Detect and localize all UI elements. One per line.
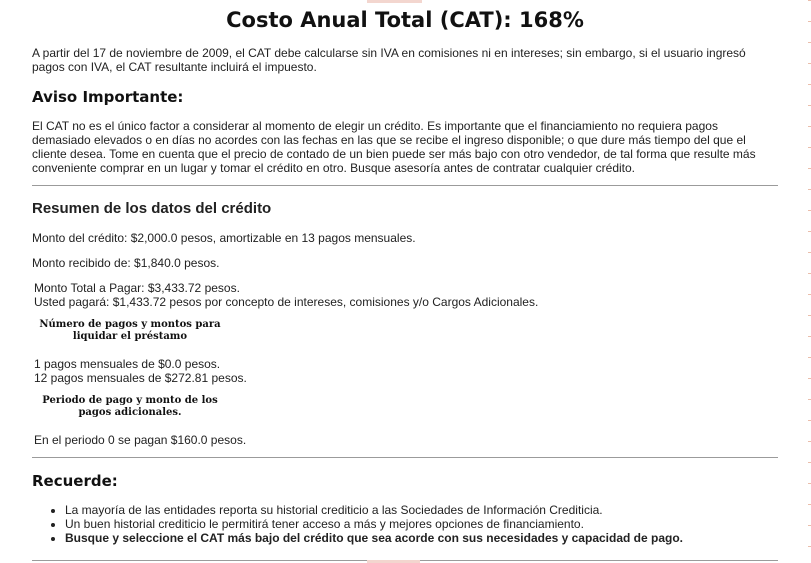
total-payment-block [32,281,778,309]
remember-item-important: • Busque y seleccione el CAT más bajo del crédito que sea acorde con sus necesidades y capacidad de pago. [65,531,778,545]
remember-item: • La mayoría de las entidades reporta su historial crediticio a las Sociedades de Información Crediticia. [65,503,778,517]
document-content [32,7,778,545]
remember-heading: Recuerde: [32,472,118,490]
credit-amount-text: Monto del crédito: $2,000.0 pesos, amortizable en 13 pagos mensuales. [32,231,416,245]
payment-row: 12 pagos mensuales de $272.81 pesos. [34,371,247,385]
period-heading: Periodo de pago y monto de los pagos adicionales. [42,395,218,418]
intro-paragraph: A partir del 17 de noviembre de 2009, el CAT debe calcularse sin IVA en comisiones ni en intereses; sin embargo, si el usuario ingresó pagos con IVA, el CAT resultante incluirá el impuesto. [32,46,746,74]
received-amount-text: Monto recibido de: $1,840.0 pesos. [32,256,220,270]
page-title: Costo Anual Total (CAT): 168% [226,8,584,32]
credit-summary-heading: Resumen de los datos del crédito [32,200,272,217]
total-payable-text: Monto Total a Pagar: $3,433.72 pesos. [34,281,240,295]
additional-charges-text: Usted pagará: $1,433.72 pesos por concepto de intereses, comisiones y/o Cargos Adicionales. [34,295,539,309]
summary-divider [32,457,778,458]
important-notice-heading: Aviso Importante: [32,88,184,106]
notice-divider [32,185,778,186]
remember-item: • Un buen historial crediticio le permitirá tener acceso a más y mejores opciones de financiamiento. [65,517,778,531]
payment-row: 1 pagos mensuales de $0.0 pesos. [34,357,221,371]
period-payment-text: En el periodo 0 se pagan $160.0 pesos. [34,433,247,447]
payments-list [32,357,778,385]
top-tab-marker [367,0,422,3]
remember-list [32,503,778,545]
payments-heading: Número de pagos y montos para liquidar el préstamo [39,319,221,342]
important-notice-text: El CAT no es el único factor a considerar al momento de elegir un crédito. Es importante que el financiamiento no requiera pagos demasiado elevados o en días no acordes con las fechas en las que se recibe el ingreso disponible; o que dure más tiempo del que el cliente desea. Tome en cuenta que el precio de contado de un bien puede ser más bajo con otro vendedor, de tal forma que resulte más conveniente comprar en un lugar y tomar el crédito en otro. Busque asesoría antes de contratar cualquier crédito. [32,119,756,175]
